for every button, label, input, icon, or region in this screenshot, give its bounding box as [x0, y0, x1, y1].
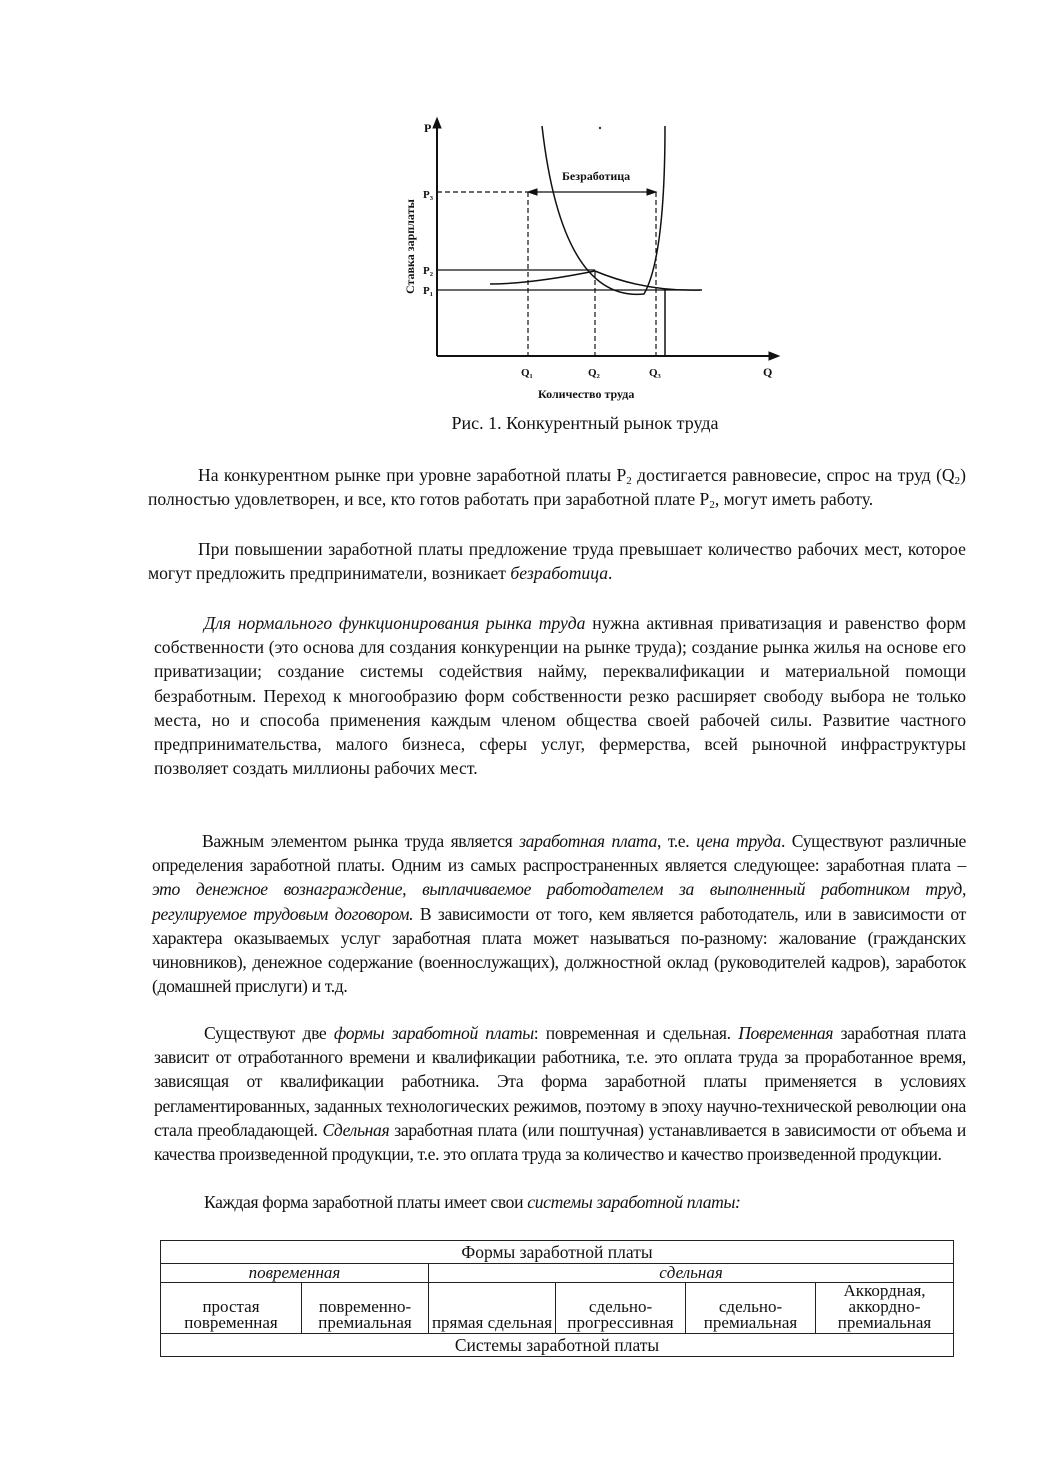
p2-italic-term: безработица [510, 563, 609, 584]
unemployment-label: Безработица [562, 169, 631, 183]
p5-italic-forms: формы заработной платы [333, 1023, 534, 1043]
p5-text-a: Существуют две [204, 1023, 334, 1043]
table-system-cell: прямая сдельная [429, 1283, 556, 1334]
table-form-time: повременная [161, 1264, 429, 1283]
wage-systems-table [160, 1240, 954, 1357]
p1-sub-b: 2 [954, 475, 961, 487]
p4-text-e: . Существуют различные определения заработной платы. Одним из самых распространенных является следующее: заработная плата – [152, 831, 966, 876]
p1-text-a: На конкурентном рынке при уровне заработной платы P [198, 465, 627, 485]
paragraph-equilibrium [148, 463, 966, 511]
p1-label: P₁ [423, 285, 434, 297]
q3-label: Q₃ [649, 367, 661, 379]
q1-label: Q₁ [521, 367, 533, 379]
p4-text-g: В зависимости от того, кем является работодатель, или в зависимости от характера оказываемых услуг заработная плата может называться по-разному: жалование (гражданских чиновников), денежное содержание (военнослужащих), должностной оклад (руководителей кадров), заработок (домашней прислуги) и т.д. [152, 903, 966, 997]
table-top-header: Формы заработной платы [161, 1241, 954, 1264]
p3-label: P₃ [423, 189, 434, 201]
p1-sub-c: 2 [709, 499, 715, 512]
x-axis-arrow [769, 352, 779, 360]
table-system-cell: сдельно-прогрессивная [556, 1283, 686, 1334]
figure-caption: Рис. 1. Конкурентный рынок труда [451, 413, 719, 433]
p2-text-a: При повышении заработной платы предложение труда превышает количество рабочих мест, которое могут предложить предприниматели, возникает [148, 539, 966, 584]
paragraph-wage-systems [154, 1190, 966, 1214]
x-axis-title: Количество труда [538, 387, 635, 401]
x-axis-symbol: Q [763, 365, 773, 379]
y-axis-title: Ставка зарплаты [403, 199, 417, 294]
supply-curve [542, 126, 665, 294]
dot-mark [599, 127, 601, 129]
table-system-cell: сдельно-премиальная [686, 1283, 816, 1334]
unemployment-arrow-left-head [528, 189, 537, 195]
p6-text-a: Каждая форма заработной платы имеет свои [204, 1192, 528, 1212]
p4-italic-price: цена труда [696, 831, 781, 851]
y-axis-symbol: P [424, 121, 432, 135]
p4-italic-wage: заработная плата [519, 831, 657, 851]
demand-curve [490, 271, 702, 290]
p1-sub-a: 2 [626, 475, 632, 487]
table-system-cell: простая повременная [161, 1283, 302, 1334]
table-system-cell: повременно-премиальная [302, 1283, 429, 1334]
p1-text-b: достигается равновесие, спрос на труд (Q [631, 465, 955, 485]
p5-text-e: заработная плата зависит от отработанного времени и квалификации работника, т.е. это оплата труда за проработанное время, зависящая от квалификации работника. Эта форма заработной платы применяется в условиях регламентированных, заданных технологических режимов, поэтому в эпоху научно-технической революции она стала преобладающей. [154, 1023, 967, 1140]
p3-italic-lead: Для нормального функционирования рынка труда [204, 613, 586, 633]
p4-italic-definition: это денежное вознаграждение, выплачиваемое работодателем за выполненный работником труд, регулируемое трудовым договором. [152, 879, 966, 924]
paragraph-wages-definition [152, 829, 966, 998]
p4-text-c: , т.е. [656, 831, 697, 851]
table-form-piece: сдельная [429, 1264, 954, 1283]
p4-text-a: Важным элементом рынка труда является [202, 831, 520, 851]
paragraph-market-functioning [154, 611, 966, 780]
paragraph-wage-forms [154, 1021, 966, 1166]
unemployment-arrow-right-head [647, 189, 656, 195]
y-axis-arrow [433, 118, 441, 128]
p5-italic-piece: Сдельная [322, 1119, 390, 1140]
p1-text-c: ) полностью удовлетворен, и все, кто готов работать при заработной плате P [148, 465, 966, 510]
labor-market-figure [390, 112, 800, 412]
p3-text-b: нужна активная приватизация и равенство форм собственности (это основа для создания конкуренции на рынке труда); создание рынка жилья на основе его приватизации; создание системы содействия найму, переквалификации и материальной помощи безработным. Переход к многообразию форм собственности резко расширяет свободу выбора не только места, но и способа применения каждым членом общества своей рабочей силы. Развитие частного предпринимательства, малого бизнеса, сферы услуг, фермерства, всей рыночной инфраструктуры позволяет создать миллионы рабочих мест. [154, 613, 966, 779]
table-bottom-footer: Системы заработной платы [161, 1334, 954, 1357]
p2-label: P₂ [423, 265, 434, 277]
p5-text-g: заработная плата (или поштучная) устанавливается в зависимости от объема и качества произведенной продукции, т.е. это оплата труда за количество и качество произведенной продукции. [154, 1119, 967, 1165]
p6-italic-systems: системы заработной платы: [527, 1192, 741, 1212]
p2-text-c: . [608, 563, 613, 584]
table-system-cell: Аккордная, аккордно-премиальная [816, 1283, 954, 1334]
q2-label: Q₂ [588, 367, 600, 379]
p5-text-c: : повременная и сдельная. [533, 1023, 739, 1043]
paragraph-unemployment [148, 537, 966, 585]
p1-text-d: , могут иметь работу. [714, 489, 874, 510]
p5-italic-time: Повременная [738, 1023, 834, 1043]
